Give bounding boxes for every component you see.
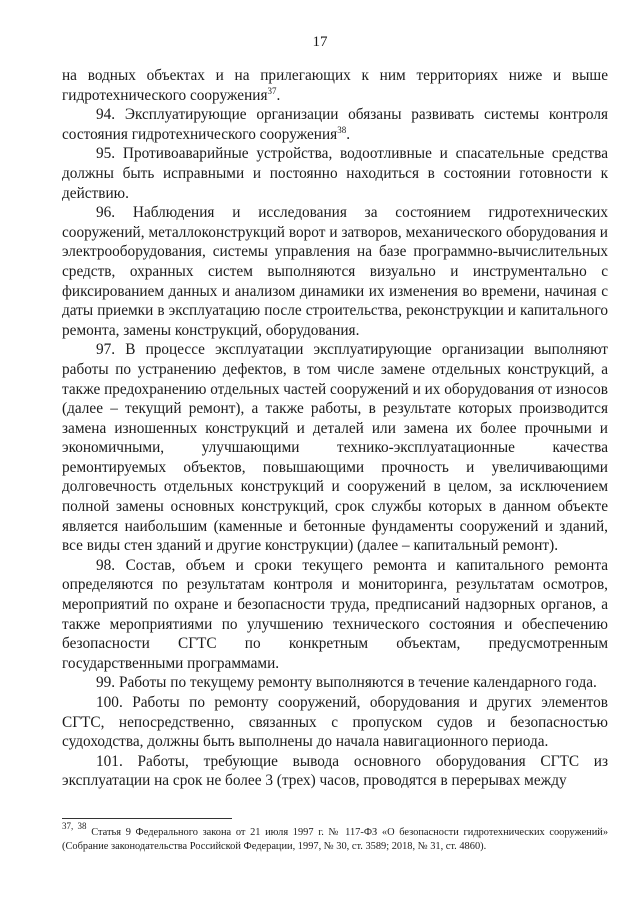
paragraph-98: 98. Состав, объем и сроки текущего ремонта и капитального ремонта определяются по результатам контроля и мониторинга, результатам осмотров, мероприятий по охране и безопасности труда, предписаний надзорных органов, а также мероприятиями по улучшению технического состояния и обеспечению безопасности СГТС по конкретным объектам, предусмотренным государственными программами. — [62, 556, 608, 672]
footnote-divider — [62, 818, 232, 819]
paragraph-97: 97. В процессе эксплуатации эксплуатирующие организации выполняют работы по устранению дефектов, в том числе замене отдельных конструкций, а также предохранению отдельных частей сооружений и их оборудования от износов (далее – текущий ремонт), а также работы, в результате которых производится замена изношенных конструкций и деталей или замена их более прочными и экономичными, улучшающими технико-эксплуатационные качества ремонтируемых объектов, повышающими прочность и увеличивающими долговечность отдельных конструкций и сооружений в целом, за исключением полной замены основных конструкций, срок службы которых в данном объекте является наибольшим (каменные и бетонные фундаменты сооружений и зданий, все виды стен зданий и другие конструкции) (далее – капитальный ремонт). — [62, 341, 608, 555]
footnote-text: Статья 9 Федерального закона от 21 июля 1997 г. № 117-ФЗ «О безопасности гидротехнических сооружений» (Собрание законодательства Российской Федерации, 1997, № 30, ст. 3589; 2018, № 31, ст. 4860). — [62, 827, 609, 852]
paragraph-94: 94. Эксплуатирующие организации обязаны развивать системы контроля состояния гидротехнического сооружения$^{38}$. — [62, 106, 608, 143]
paragraph-100: 100. Работы по ремонту сооружений, оборудования и других элементов СГТС, непосредственно, связанных с пропуском судов и безопасностью судоходства, должны быть выполнены до начала навигационного периода. — [62, 694, 608, 751]
paragraph-95: 95. Противоаварийные устройства, водоотливные и спасательные средства должны быть исправными и постоянно находиться в состоянии готовности к действию. — [62, 145, 608, 202]
paragraph-96: 96. Наблюдения и исследования за состоянием гидротехнических сооружений, металлоконструкций ворот и затворов, механического оборудования и электрооборудования, системы управления на базе программно-вычислительных средств, охранных систем выполняются визуально и инструментально с фиксированием данных и анализом динамики их изменения во времени, начиная с даты приемки в эксплуатацию после строительства, реконструкции и капитального ремонта, замены конструкций, оборудования. — [62, 204, 608, 339]
paragraph-continuation: на водных объектах и на прилегающих к ним территориях ниже и выше гидротехнического сооружения$^{37}$. — [62, 67, 608, 104]
paragraph-101: 101. Работы, требующие вывода основного оборудования СГТС из эксплуатации на срок не более 3 (трех) часов, проводятся в перерывах между — [62, 752, 608, 790]
footnote-ref: 37 — [267, 85, 277, 96]
footnote-ref: 38 — [337, 124, 347, 135]
document-body — [62, 66, 608, 791]
footnote — [62, 821, 609, 854]
page-number: 17 — [312, 34, 328, 50]
footnote-marks: 37, 38 — [62, 821, 87, 831]
paragraph-99: 99. Работы по текущему ремонту выполняются в течение календарного года. — [96, 674, 597, 692]
